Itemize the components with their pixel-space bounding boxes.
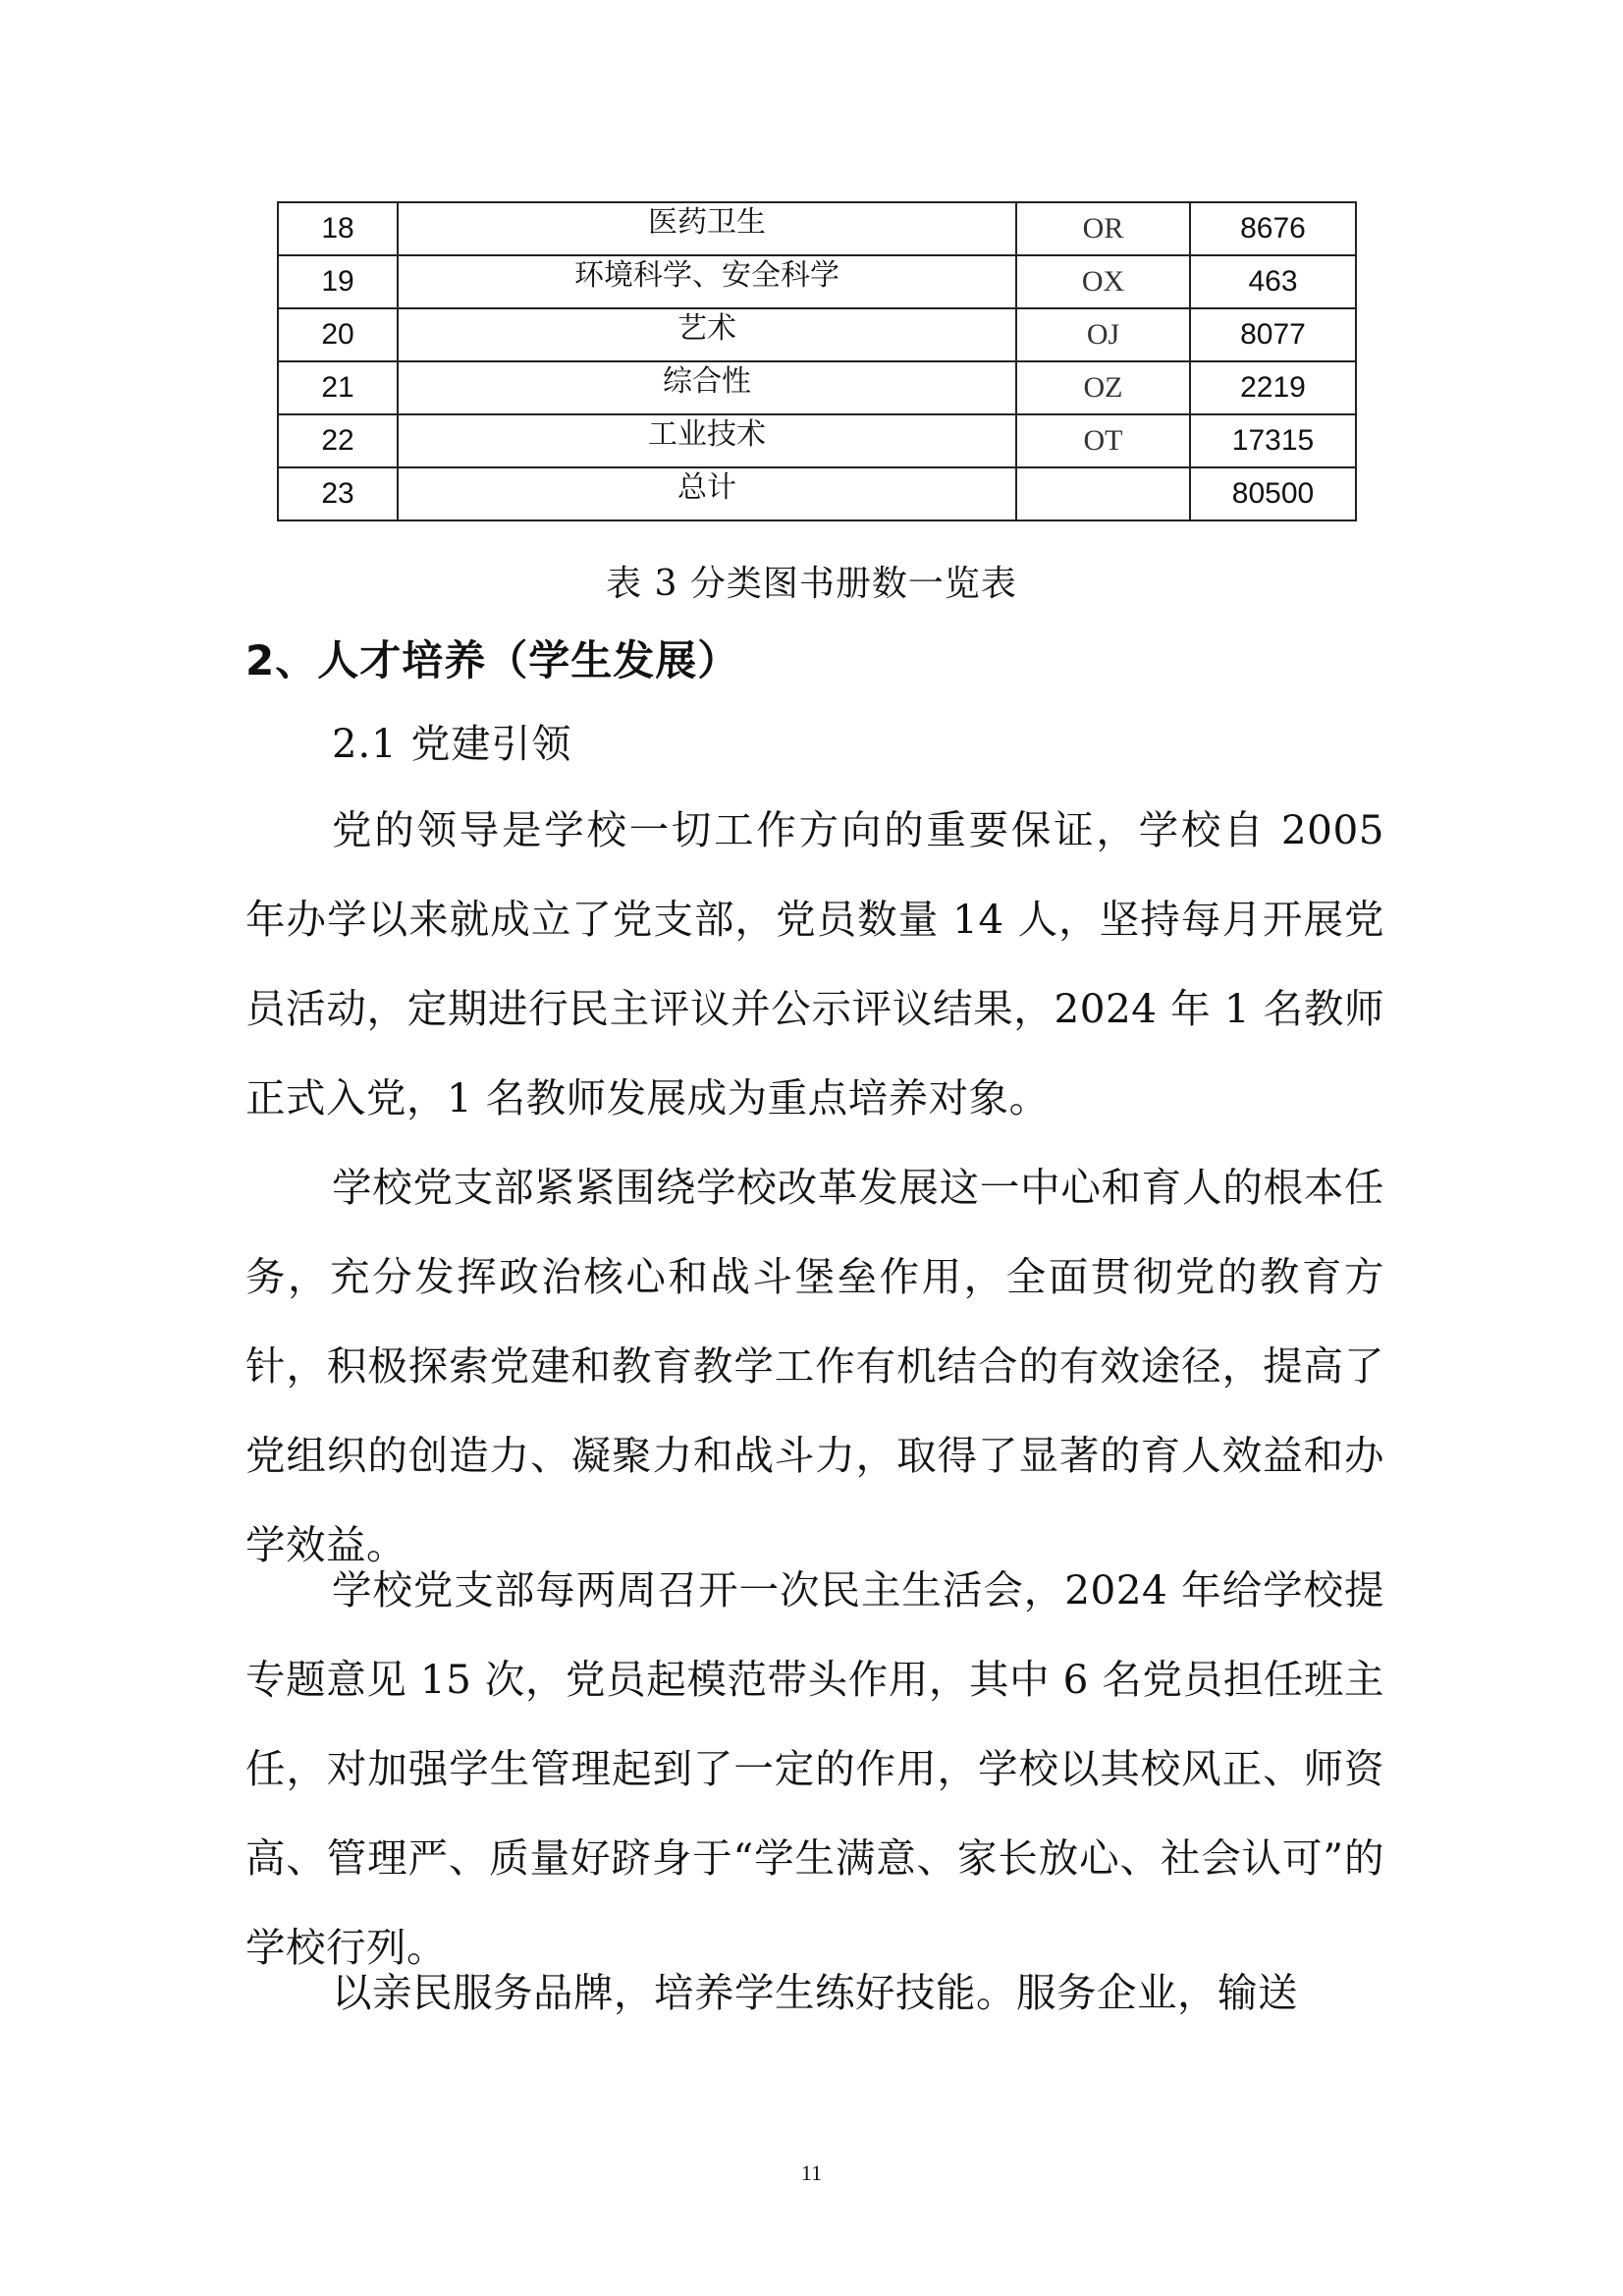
book-count: 17315: [1190, 414, 1356, 467]
table-caption: 表 3 分类图书册数一览表: [606, 564, 1017, 604]
category-code: OT: [1016, 414, 1190, 467]
category-name: 总计: [398, 467, 1016, 520]
category-name: 综合性: [398, 361, 1016, 414]
row-index: 20: [278, 308, 398, 361]
book-classification-table: [277, 201, 1357, 521]
table-row: [278, 414, 1356, 467]
page-number: 11: [800, 2160, 823, 2185]
row-index: 18: [278, 202, 398, 255]
category-name: 环境科学、安全科学: [398, 255, 1016, 308]
book-count: 8676: [1190, 202, 1356, 255]
table-row: [278, 308, 1356, 361]
paragraph: 学校党支部紧紧围绕学校改革发展这一中心和育人的根本任务，充分发挥政治核心和战斗堡垒作用，全面贯彻党的教育方针，积极探索党建和教育教学工作有机结合的有效途径，提高了党组织的创造力、凝聚力和战斗力，取得了显著的育人效益和办学效益。: [245, 1164, 1384, 1568]
category-code: OZ: [1016, 361, 1190, 414]
category-code: [1016, 467, 1190, 520]
book-count: 80500: [1190, 467, 1356, 520]
category-name: 医药卫生: [398, 202, 1016, 255]
book-count: 8077: [1190, 308, 1356, 361]
row-index: 21: [278, 361, 398, 414]
row-index: 19: [278, 255, 398, 308]
category-name: 艺术: [398, 308, 1016, 361]
table-row: [278, 361, 1356, 414]
row-index: 22: [278, 414, 398, 467]
category-code: OJ: [1016, 308, 1190, 361]
sub-heading: 2.1 党建引领: [332, 722, 572, 767]
section-heading: 2、人才培养（学生发展）: [245, 636, 740, 684]
category-code: OX: [1016, 255, 1190, 308]
table-row-total: [278, 467, 1356, 520]
paragraph: 以亲民服务品牌，培养学生练好技能。服务企业，输送: [332, 1969, 1298, 2016]
row-index: 23: [278, 467, 398, 520]
table-row: [278, 255, 1356, 308]
category-code: OR: [1016, 202, 1190, 255]
book-count: 463: [1190, 255, 1356, 308]
paragraph: 学校党支部每两周召开一次民主生活会，2024 年给学校提专题意见 15 次，党员起模范带头作用，其中 6 名党员担任班主任，对加强学生管理起到了一定的作用，学校以其校风正、师资高、管理严、质量好跻身于“学生满意、家长放心、社会认可”的学校行列。: [245, 1566, 1384, 1971]
table-row: [278, 202, 1356, 255]
book-count: 2219: [1190, 361, 1356, 414]
category-name: 工业技术: [398, 414, 1016, 467]
paragraph: 党的领导是学校一切工作方向的重要保证，学校自 2005 年办学以来就成立了党支部，党员数量 14 人，坚持每月开展党员活动，定期进行民主评议并公示评议结果，2024 年 1 名教师正式入党，1 名教师发展成为重点培养对象。: [245, 806, 1384, 1121]
